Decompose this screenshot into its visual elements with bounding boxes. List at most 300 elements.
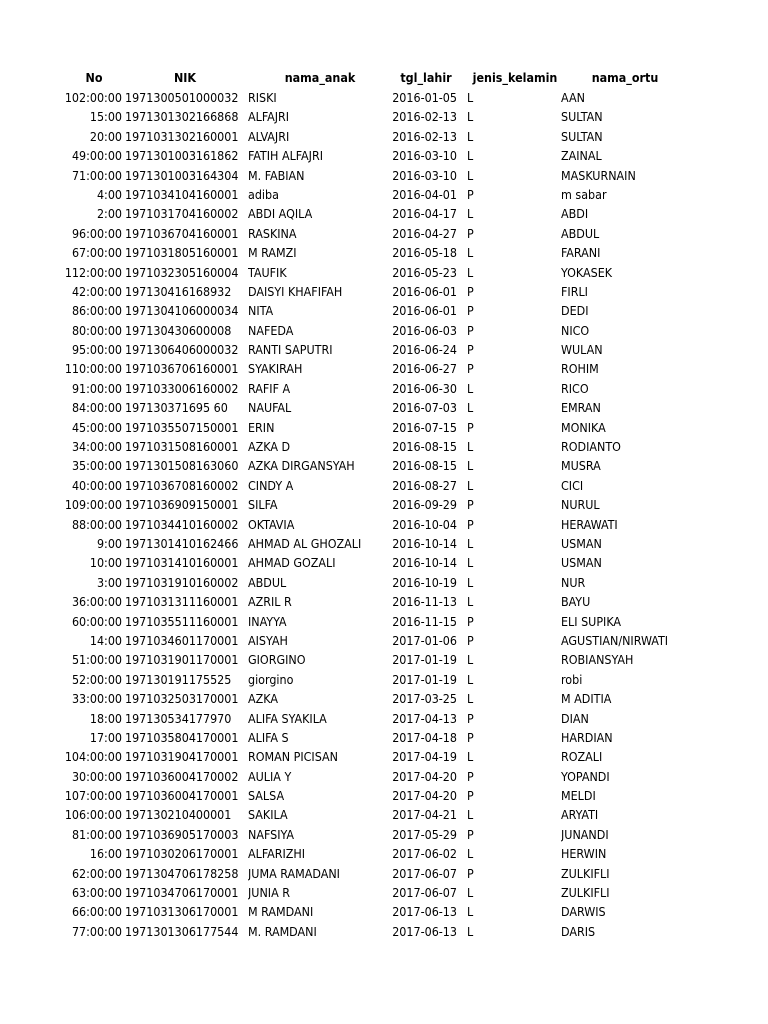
cell-nama-ortu: m sabar (561, 186, 607, 202)
cell-nama-ortu: WULAN (561, 342, 603, 358)
cell-no: 91:00:00 (71, 380, 122, 396)
cell-jenis-kelamin: L (467, 671, 474, 687)
cell-nik: 1971031805160001 (125, 245, 239, 261)
cell-jenis-kelamin: L (467, 458, 474, 474)
cell-jenis-kelamin: P (467, 186, 474, 202)
cell-nama-ortu: ROBIANSYAH (561, 652, 634, 668)
cell-nik: 1971301410162466 (125, 535, 239, 551)
cell-jenis-kelamin: P (467, 322, 474, 338)
table-row (0, 321, 768, 340)
cell-nama-ortu: NUR (561, 574, 586, 590)
cell-tgl-lahir: 2017-03-25 (392, 691, 457, 707)
cell-nik: 1971301302166868 (125, 109, 239, 125)
cell-tgl-lahir: 2017-04-20 (392, 788, 457, 804)
cell-nik: 1971036704160001 (125, 225, 239, 241)
cell-nik: 1971300501000032 (125, 90, 239, 105)
cell-jenis-kelamin: P (467, 342, 474, 358)
cell-nik: 1971031311160001 (125, 594, 239, 610)
cell-nama-ortu: RODIANTO (561, 439, 621, 455)
cell-nik: 197130210400001 (125, 807, 232, 823)
cell-nik: 1971031704160002 (125, 206, 239, 222)
cell-nama-ortu: MASKURNAIN (561, 167, 636, 183)
table-row (0, 592, 768, 611)
cell-nama-ortu: DARWIS (561, 904, 606, 920)
cell-tgl-lahir: 2016-03-10 (392, 148, 457, 164)
table-row (0, 728, 768, 747)
cell-nik: 1971036708160002 (125, 477, 239, 493)
cell-tgl-lahir: 2016-07-15 (392, 419, 457, 435)
cell-tgl-lahir: 2017-06-13 (392, 904, 457, 920)
cell-no: 86:00:00 (71, 303, 122, 319)
cell-nama-anak: RASKINA (248, 225, 297, 241)
cell-nama-anak: ALFAJRI (248, 109, 290, 125)
cell-no: 112:00:00 (64, 264, 122, 280)
cell-jenis-kelamin: L (467, 574, 474, 590)
cell-tgl-lahir: 2016-06-01 (392, 303, 457, 319)
cell-nama-ortu: DEDI (561, 303, 589, 319)
cell-nama-anak: M. RAMDANI (248, 923, 317, 939)
cell-tgl-lahir: 2016-09-29 (392, 497, 457, 513)
header-jenis-kelamin: jenis_kelamin (472, 70, 558, 85)
table-row (0, 515, 768, 534)
cell-nik: 1971033006160002 (125, 380, 239, 396)
cell-nik: 197130430600008 (125, 322, 232, 338)
cell-jenis-kelamin: L (467, 749, 474, 765)
table-row (0, 767, 768, 786)
table-row (0, 204, 768, 223)
cell-nama-ortu: DIAN (561, 710, 589, 726)
cell-nama-anak: ALIFA SYAKILA (248, 710, 327, 726)
cell-tgl-lahir: 2016-04-17 (392, 206, 457, 222)
cell-jenis-kelamin: L (467, 264, 474, 280)
header-no: No (85, 70, 103, 85)
header-nama-ortu: nama_ortu (591, 70, 659, 85)
cell-no: 62:00:00 (71, 865, 122, 881)
cell-no: 71:00:00 (71, 167, 122, 183)
cell-jenis-kelamin: L (467, 90, 474, 105)
cell-tgl-lahir: 2016-06-03 (392, 322, 457, 338)
table-row (0, 902, 768, 921)
cell-no: 77:00:00 (71, 923, 122, 939)
cell-tgl-lahir: 2016-06-24 (392, 342, 457, 358)
cell-no: 14:00 (89, 632, 122, 648)
cell-tgl-lahir: 2017-04-19 (392, 749, 457, 765)
cell-nama-ortu: RICO (561, 380, 589, 396)
cell-nama-anak: SALSA (248, 788, 285, 804)
table-row (0, 340, 768, 359)
table-row (0, 127, 768, 146)
cell-tgl-lahir: 2017-06-13 (392, 923, 457, 939)
cell-nama-ortu: YOKASEK (561, 264, 613, 280)
cell-nama-anak: AZKA (248, 691, 278, 707)
cell-nama-anak: M. FABIAN (248, 167, 305, 183)
table-row (0, 747, 768, 766)
table-row (0, 825, 768, 844)
cell-nama-anak: RAFIF A (248, 380, 291, 396)
table-row (0, 786, 768, 805)
cell-nik: 1971034104160001 (125, 186, 239, 202)
cell-jenis-kelamin: L (467, 400, 474, 416)
cell-nik: 1971034706170001 (125, 885, 239, 901)
cell-nama-ortu: EMRAN (561, 400, 601, 416)
cell-no: 106:00:00 (64, 807, 122, 823)
table-row (0, 282, 768, 301)
cell-tgl-lahir: 2016-06-01 (392, 283, 457, 299)
cell-tgl-lahir: 2017-06-02 (392, 846, 457, 862)
cell-nama-anak: giorgino (248, 671, 294, 687)
cell-nama-anak: JUMA RAMADANI (248, 865, 340, 881)
cell-nama-anak: AZKA DIRGANSYAH (248, 458, 355, 474)
cell-nama-anak: M RAMDANI (248, 904, 314, 920)
cell-tgl-lahir: 2016-04-27 (392, 225, 457, 241)
cell-nik: 197130534177970 (125, 710, 232, 726)
cell-nama-ortu: JUNANDI (561, 826, 609, 842)
cell-no: 63:00:00 (71, 885, 122, 901)
cell-nik: 1971031901170001 (125, 652, 239, 668)
cell-no: 52:00:00 (71, 671, 122, 687)
cell-no: 66:00:00 (71, 904, 122, 920)
header-nik: NIK (173, 70, 197, 85)
cell-nik: 197130371695 60 (125, 400, 228, 416)
cell-tgl-lahir: 2017-04-13 (392, 710, 457, 726)
table-row (0, 864, 768, 883)
cell-nama-ortu: USMAN (561, 555, 602, 571)
table-row (0, 534, 768, 553)
table-row (0, 476, 768, 495)
table-row (0, 437, 768, 456)
cell-nama-anak: NAUFAL (248, 400, 292, 416)
cell-tgl-lahir: 2017-04-18 (392, 729, 457, 745)
cell-tgl-lahir: 2017-06-07 (392, 865, 457, 881)
cell-jenis-kelamin: L (467, 380, 474, 396)
cell-tgl-lahir: 2016-02-13 (392, 128, 457, 144)
table-row (0, 243, 768, 262)
cell-nama-anak: RANTI SAPUTRI (248, 342, 333, 358)
cell-tgl-lahir: 2016-10-04 (392, 516, 457, 532)
cell-nama-anak: TAUFIK (248, 264, 287, 280)
cell-nama-ortu: AAN (561, 90, 585, 105)
cell-nama-ortu: FIRLI (561, 283, 588, 299)
cell-no: 81:00:00 (71, 826, 122, 842)
cell-no: 18:00 (89, 710, 122, 726)
cell-jenis-kelamin: P (467, 497, 474, 513)
cell-no: 33:00:00 (71, 691, 122, 707)
cell-jenis-kelamin: P (467, 710, 474, 726)
cell-jenis-kelamin: P (467, 865, 474, 881)
cell-nik: 1971035804170001 (125, 729, 239, 745)
cell-nama-ortu: SULTAN (561, 128, 603, 144)
cell-nama-anak: SILFA (248, 497, 278, 513)
cell-tgl-lahir: 2016-11-15 (392, 613, 457, 629)
cell-no: 84:00:00 (71, 400, 122, 416)
cell-jenis-kelamin: L (467, 245, 474, 261)
table-row (0, 650, 768, 669)
cell-no: 30:00:00 (71, 768, 122, 784)
cell-nama-anak: NITA (248, 303, 274, 319)
cell-nama-ortu: ABDUL (561, 225, 600, 241)
cell-nik: 1971036004170002 (125, 768, 239, 784)
table-row (0, 805, 768, 824)
cell-no: 3:00 (96, 574, 122, 590)
cell-tgl-lahir: 2017-05-29 (392, 826, 457, 842)
cell-jenis-kelamin: L (467, 555, 474, 571)
cell-nama-anak: SAKILA (248, 807, 288, 823)
cell-nama-anak: SYAKIRAH (248, 361, 303, 377)
cell-nama-ortu: SULTAN (561, 109, 603, 125)
cell-nama-ortu: MELDI (561, 788, 596, 804)
cell-no: 109:00:00 (64, 497, 122, 513)
cell-jenis-kelamin: P (467, 419, 474, 435)
cell-jenis-kelamin: P (467, 283, 474, 299)
cell-tgl-lahir: 2016-11-13 (392, 594, 457, 610)
cell-jenis-kelamin: P (467, 632, 474, 648)
cell-no: 9:00 (96, 535, 122, 551)
cell-tgl-lahir: 2016-10-14 (392, 535, 457, 551)
cell-no: 35:00:00 (71, 458, 122, 474)
cell-no: 96:00:00 (71, 225, 122, 241)
table-row (0, 398, 768, 417)
cell-nama-ortu: robi (561, 671, 583, 687)
cell-nama-ortu: MUSRA (561, 458, 601, 474)
cell-tgl-lahir: 2016-08-27 (392, 477, 457, 493)
cell-nama-anak: ERIN (248, 419, 275, 435)
cell-nama-anak: AISYAH (248, 632, 288, 648)
cell-nama-ortu: HERAWATI (561, 516, 618, 532)
cell-no: 4:00 (96, 186, 122, 202)
cell-nama-anak: DAISYI KHAFIFAH (248, 283, 343, 299)
table-row (0, 612, 768, 631)
cell-no: 104:00:00 (64, 749, 122, 765)
cell-tgl-lahir: 2016-06-27 (392, 361, 457, 377)
cell-jenis-kelamin: L (467, 691, 474, 707)
cell-nik: 1971031904170001 (125, 749, 239, 765)
cell-tgl-lahir: 2017-01-06 (392, 632, 457, 648)
cell-nik: 1971036909150001 (125, 497, 239, 513)
cell-nik: 197130191175525 (125, 671, 232, 687)
cell-nik: 1971304706178258 (125, 865, 239, 881)
cell-tgl-lahir: 2016-08-15 (392, 439, 457, 455)
cell-tgl-lahir: 2017-06-07 (392, 885, 457, 901)
table-row (0, 670, 768, 689)
cell-no: 16:00 (89, 846, 122, 862)
table-row (0, 689, 768, 708)
cell-nama-anak: ROMAN PICISAN (248, 749, 338, 765)
cell-no: 36:00:00 (71, 594, 122, 610)
cell-jenis-kelamin: P (467, 361, 474, 377)
cell-tgl-lahir: 2016-07-03 (392, 400, 457, 416)
cell-nama-ortu: YOPANDI (561, 768, 610, 784)
cell-nik: 1971306406000032 (125, 342, 239, 358)
cell-no: 107:00:00 (64, 788, 122, 804)
cell-nama-ortu: USMAN (561, 535, 602, 551)
cell-jenis-kelamin: L (467, 807, 474, 823)
cell-no: 102:00:00 (64, 90, 122, 105)
cell-nik: 1971035507150001 (125, 419, 239, 435)
cell-no: 95:00:00 (71, 342, 122, 358)
cell-jenis-kelamin: L (467, 923, 474, 939)
table-row (0, 224, 768, 243)
cell-nama-anak: M RAMZI (248, 245, 297, 261)
cell-tgl-lahir: 2017-04-20 (392, 768, 457, 784)
cell-nik: 1971032503170001 (125, 691, 239, 707)
table-row (0, 883, 768, 902)
cell-nik: 1971031910160002 (125, 574, 239, 590)
cell-nama-anak: OKTAVIA (248, 516, 295, 532)
cell-nama-anak: INAYYA (248, 613, 287, 629)
cell-tgl-lahir: 2016-05-23 (392, 264, 457, 280)
cell-nik: 1971301306177544 (125, 923, 239, 939)
cell-tgl-lahir: 2016-10-19 (392, 574, 457, 590)
cell-no: 10:00 (89, 555, 122, 571)
cell-jenis-kelamin: L (467, 109, 474, 125)
table-row (0, 379, 768, 398)
cell-no: 67:00:00 (71, 245, 122, 261)
cell-nama-anak: JUNIA R (248, 885, 290, 901)
cell-nik: 1971035511160001 (125, 613, 239, 629)
cell-nama-ortu: ARYATI (561, 807, 599, 823)
cell-tgl-lahir: 2016-03-10 (392, 167, 457, 183)
cell-jenis-kelamin: L (467, 477, 474, 493)
spreadsheet-table (0, 68, 768, 941)
table-row (0, 573, 768, 592)
cell-nama-anak: adiba (248, 186, 279, 202)
cell-jenis-kelamin: L (467, 885, 474, 901)
cell-no: 49:00:00 (71, 148, 122, 164)
table-row (0, 359, 768, 378)
cell-nama-anak: ALVAJRI (248, 128, 290, 144)
cell-nama-anak: AZRIL R (248, 594, 292, 610)
cell-nama-anak: GIORGINO (248, 652, 306, 668)
cell-jenis-kelamin: P (467, 826, 474, 842)
cell-no: 45:00:00 (71, 419, 122, 435)
cell-nama-ortu: HERWIN (561, 846, 607, 862)
cell-jenis-kelamin: L (467, 206, 474, 222)
cell-jenis-kelamin: P (467, 516, 474, 532)
cell-nama-ortu: BAYU (561, 594, 591, 610)
cell-nik: 1971031508160001 (125, 439, 239, 455)
cell-jenis-kelamin: L (467, 594, 474, 610)
table-row (0, 263, 768, 282)
cell-nama-ortu: HARDIAN (561, 729, 613, 745)
cell-jenis-kelamin: L (467, 846, 474, 862)
table-row (0, 146, 768, 165)
cell-nik: 1971032305160004 (125, 264, 239, 280)
cell-no: 17:00 (89, 729, 122, 745)
cell-no: 51:00:00 (71, 652, 122, 668)
cell-nama-anak: AHMAD AL GHOZALI (248, 535, 362, 551)
cell-nik: 1971301003161862 (125, 148, 239, 164)
cell-jenis-kelamin: P (467, 303, 474, 319)
cell-nama-ortu: ELI SUPIKA (561, 613, 622, 629)
cell-jenis-kelamin: L (467, 128, 474, 144)
cell-no: 88:00:00 (71, 516, 122, 532)
cell-nama-anak: CINDY A (248, 477, 294, 493)
cell-jenis-kelamin: L (467, 148, 474, 164)
table-row (0, 922, 768, 941)
header-nama-anak: nama_anak (284, 70, 356, 85)
table-row (0, 495, 768, 514)
cell-no: 20:00 (89, 128, 122, 144)
cell-nama-ortu: FARANI (561, 245, 601, 261)
cell-nama-anak: AULIA Y (248, 768, 292, 784)
cell-nama-ortu: CICI (561, 477, 584, 493)
cell-nama-anak: ABDUL (248, 574, 287, 590)
cell-nik: 1971036706160001 (125, 361, 239, 377)
cell-nik: 1971031410160001 (125, 555, 239, 571)
cell-nama-ortu: ROZALI (561, 749, 603, 765)
cell-no: 60:00:00 (71, 613, 122, 629)
table-row (0, 301, 768, 320)
cell-nama-anak: AHMAD GOZALI (248, 555, 336, 571)
table-row (0, 185, 768, 204)
cell-jenis-kelamin: P (467, 225, 474, 241)
cell-nik: 1971036004170001 (125, 788, 239, 804)
cell-nama-ortu: ZULKIFLI (561, 865, 610, 881)
cell-nik: 1971034410160002 (125, 516, 239, 532)
cell-nama-ortu: ABDI (561, 206, 589, 222)
table-body (0, 88, 768, 941)
table-row (0, 418, 768, 437)
cell-jenis-kelamin: P (467, 768, 474, 784)
cell-tgl-lahir: 2016-05-18 (392, 245, 457, 261)
table-row (0, 844, 768, 863)
cell-nama-ortu: ZAINAL (561, 148, 602, 164)
cell-tgl-lahir: 2017-01-19 (392, 671, 457, 687)
cell-nik: 1971031306170001 (125, 904, 239, 920)
cell-no: 110:00:00 (64, 361, 122, 377)
cell-tgl-lahir: 2016-10-14 (392, 555, 457, 571)
cell-jenis-kelamin: P (467, 788, 474, 804)
cell-nama-anak: FATIH ALFAJRI (248, 148, 323, 164)
cell-tgl-lahir: 2016-02-13 (392, 109, 457, 125)
table-row (0, 631, 768, 650)
cell-no: 80:00:00 (71, 322, 122, 338)
cell-tgl-lahir: 2016-06-30 (392, 380, 457, 396)
cell-nama-anak: NAFEDA (248, 322, 294, 338)
cell-nama-ortu: ROHIM (561, 361, 599, 377)
table-row (0, 709, 768, 728)
cell-nama-anak: RISKI (248, 90, 277, 105)
cell-nama-ortu: AGUSTIAN/NIRWATI (561, 632, 669, 648)
cell-nik: 197130416168932 (125, 283, 232, 299)
cell-no: 15:00 (89, 109, 122, 125)
cell-nama-ortu: ZULKIFLI (561, 885, 610, 901)
table-header-row (0, 68, 768, 88)
cell-jenis-kelamin: L (467, 652, 474, 668)
cell-nik: 1971031302160001 (125, 128, 239, 144)
table-row (0, 166, 768, 185)
header-tgl-lahir: tgl_lahir (400, 70, 452, 85)
cell-tgl-lahir: 2016-01-05 (392, 90, 457, 105)
cell-no: 2:00 (96, 206, 122, 222)
table-row (0, 553, 768, 572)
table-row (0, 88, 768, 107)
cell-nama-anak: ABDI AQILA (248, 206, 313, 222)
cell-nama-ortu: DARIS (561, 923, 596, 939)
cell-nama-anak: AZKA D (248, 439, 291, 455)
cell-jenis-kelamin: L (467, 535, 474, 551)
cell-nama-ortu: NICO (561, 322, 590, 338)
cell-jenis-kelamin: L (467, 904, 474, 920)
cell-no: 40:00:00 (71, 477, 122, 493)
cell-nama-anak: NAFSIYA (248, 826, 294, 842)
cell-nik: 1971301003164304 (125, 167, 239, 183)
cell-nama-anak: ALFARIZHI (248, 846, 306, 862)
cell-nama-anak: ALIFA S (248, 729, 289, 745)
cell-jenis-kelamin: P (467, 613, 474, 629)
table-row (0, 456, 768, 475)
cell-nama-ortu: NURUL (561, 497, 600, 513)
